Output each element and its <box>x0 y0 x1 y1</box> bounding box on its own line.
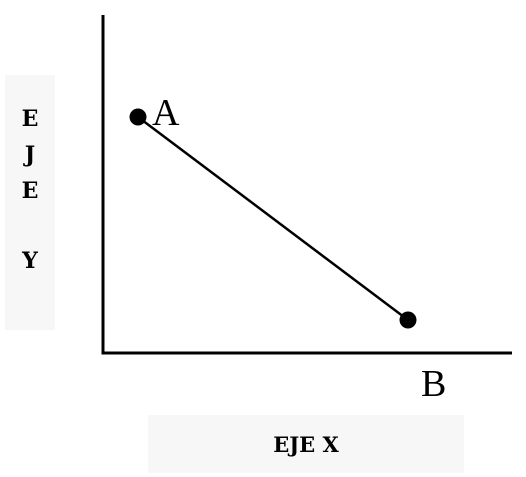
y-axis-label-letter-2: J <box>24 142 36 168</box>
point-b-marker <box>400 312 417 329</box>
y-axis-label-letter-1: E <box>21 106 39 132</box>
point-a-label: A <box>152 92 180 134</box>
point-b-label: B <box>421 363 447 405</box>
point-a-marker <box>130 109 147 126</box>
y-axis-label-letter-3: E <box>21 178 39 204</box>
segment-ab <box>138 117 408 320</box>
y-axis-label-letter-5: Y <box>22 248 38 274</box>
x-axis-label: EJE X <box>273 432 339 457</box>
